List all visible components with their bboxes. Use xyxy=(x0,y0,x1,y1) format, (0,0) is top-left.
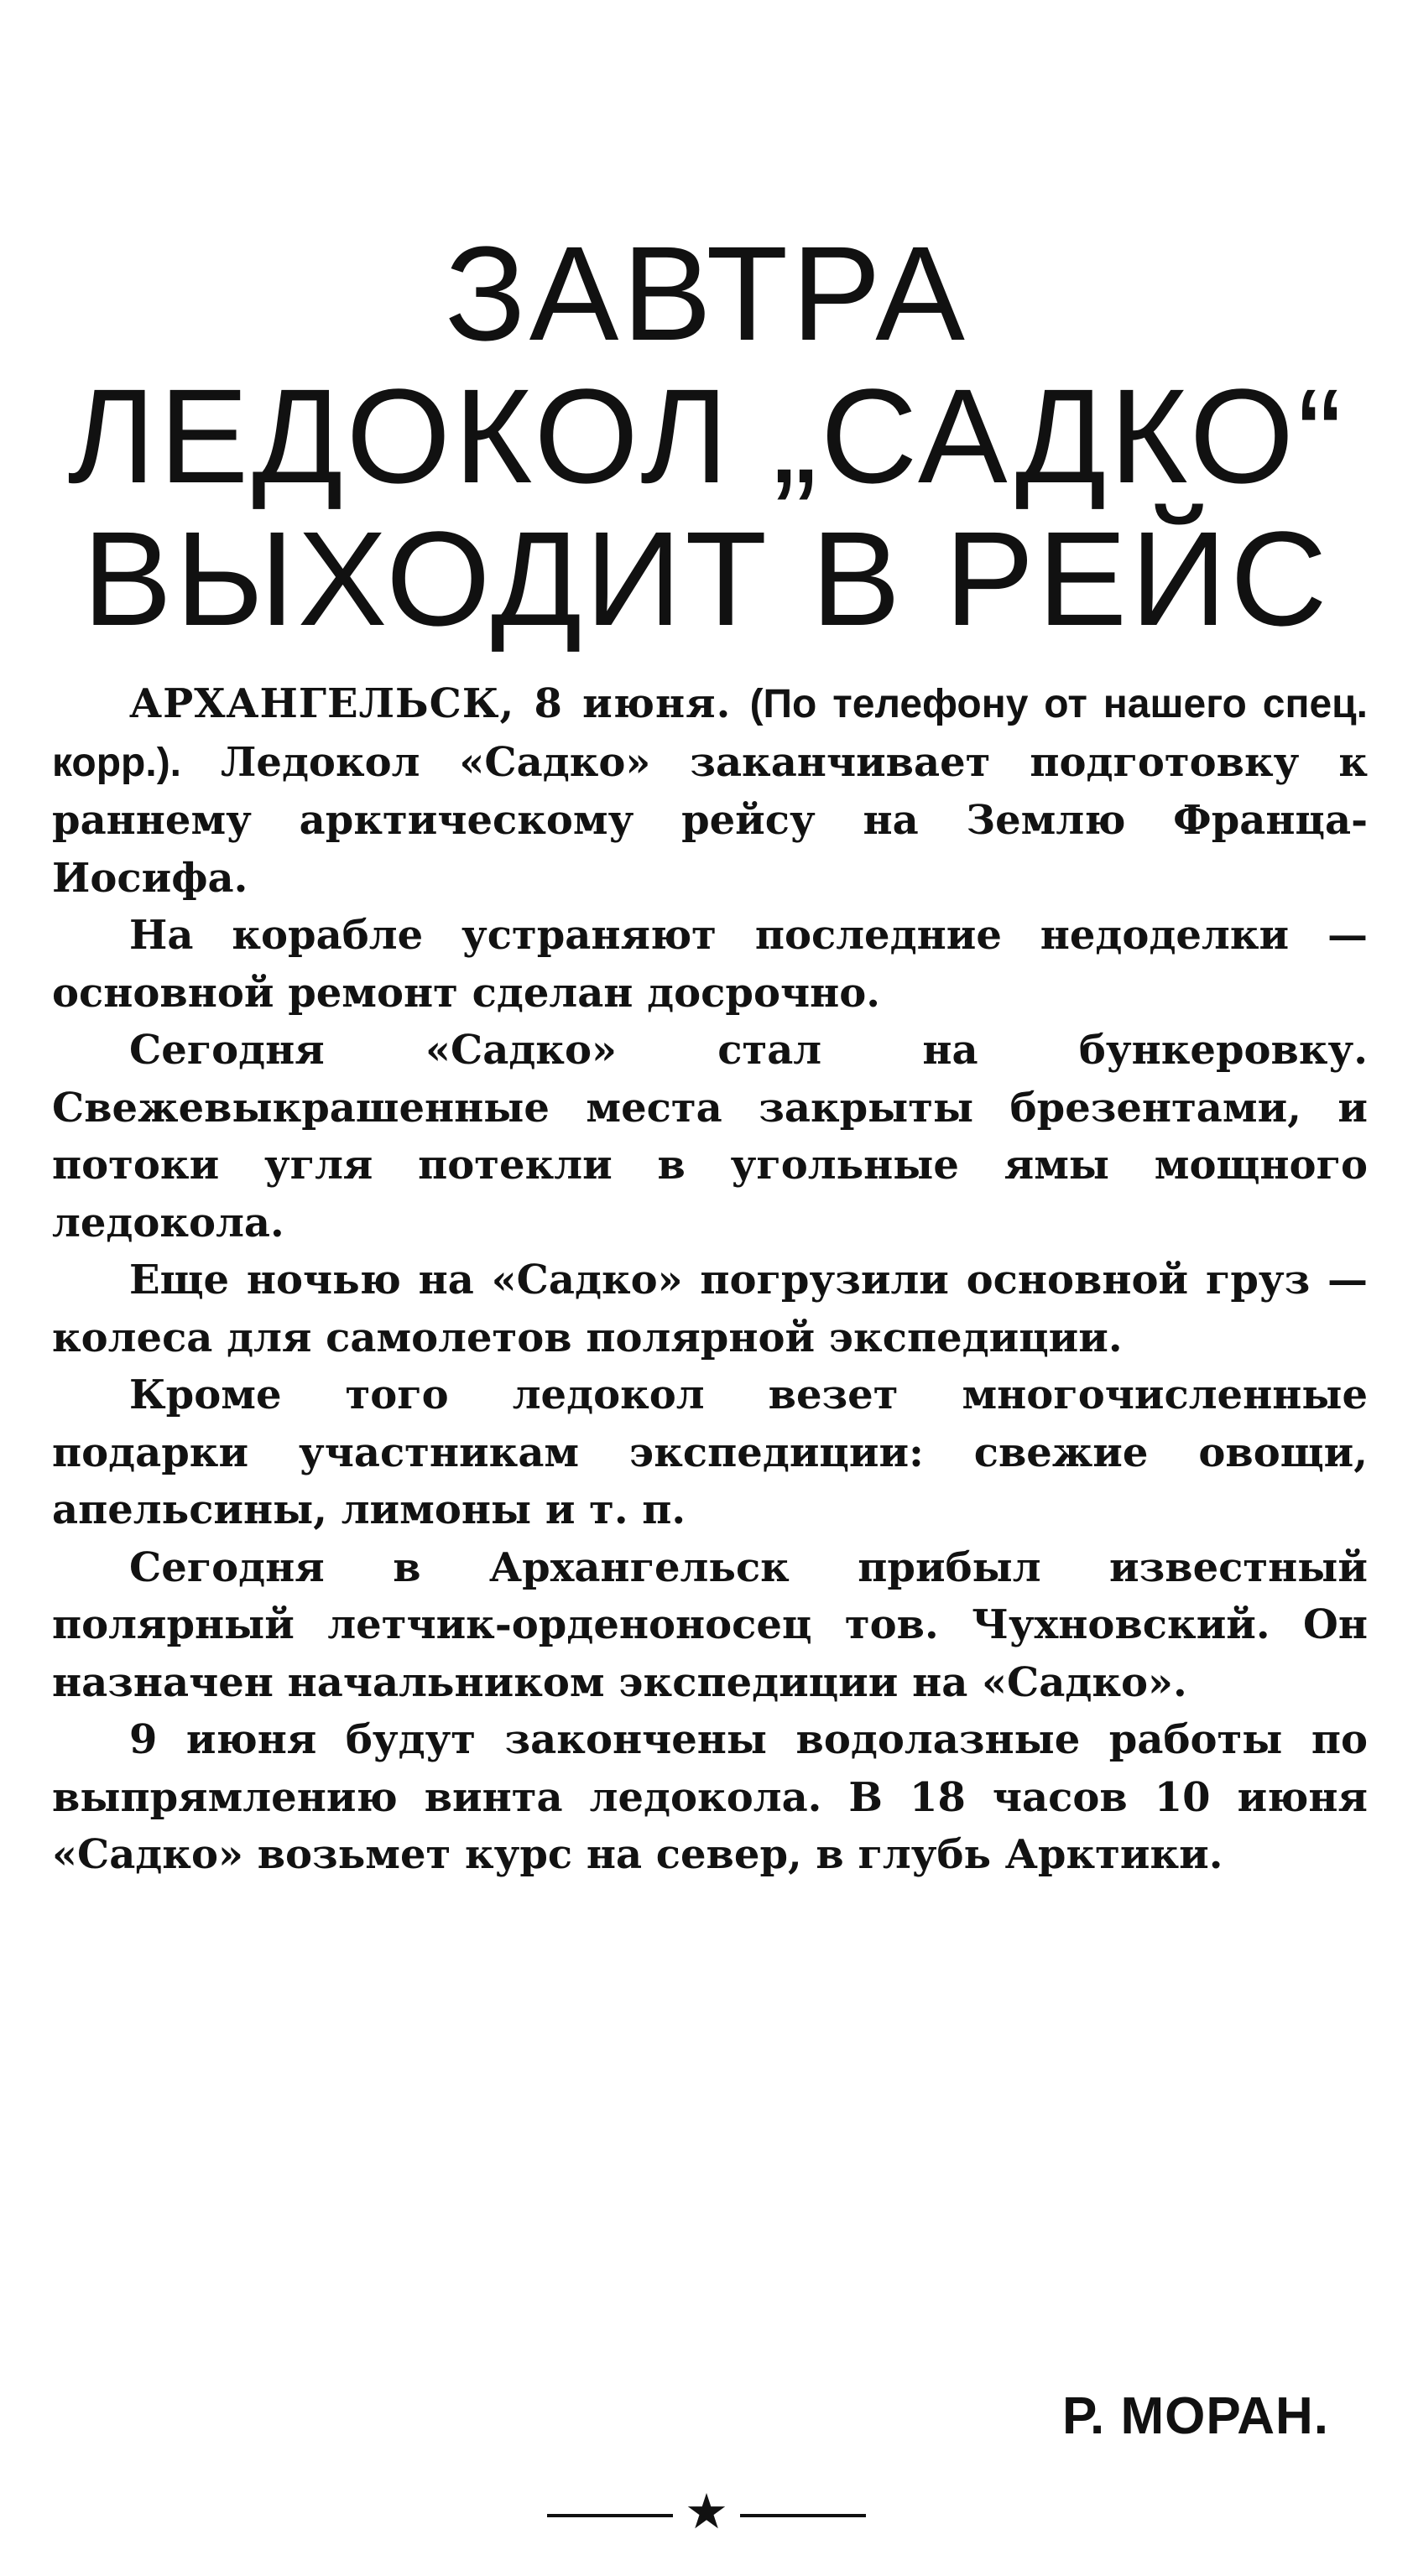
star-icon: ★ xyxy=(685,2483,728,2540)
article-paragraph-4: Еще ночью на «Садко» погрузили основной груз — колеса для самолетов полярной экспедиции. xyxy=(52,1257,1368,1361)
star-separator xyxy=(547,2483,866,2540)
headline-line-2: ЛЕДОКОЛ „САДКО“ xyxy=(67,361,1346,511)
article-paragraph-7: 9 июня будут закончены водолазные работы по выпрямлению винта ледокола. В 18 часов 10 июня «Садко» возьмет курс на север, в глубь Арктики. xyxy=(52,1716,1368,1878)
headline-line-1: ЗАВТРА xyxy=(445,218,968,368)
article-paragraph-1 xyxy=(52,675,1368,907)
article-paragraph-2: На корабле устраняют последние недоделки — основной ремонт сделан досрочно. xyxy=(52,912,1368,1017)
author-signature: Р. МОРАН. xyxy=(1061,2387,1329,2445)
paragraph-text: Ледокол «Садко» заканчивает подготовку к раннему арктическому рейсу на Землю Франца-Иосифа. xyxy=(52,738,1368,902)
separator-rule-right xyxy=(740,2514,866,2517)
dateline: АРХАНГЕЛЬСК, 8 июня. xyxy=(129,680,732,727)
correspondent-source: (По телефону от нашего спец. корр.). xyxy=(52,682,1368,785)
separator-rule-left xyxy=(547,2514,673,2517)
article-paragraph-3: Сегодня «Садко» стал на бункеровку. Свежевыкрашенные места закрыты брезентами, и потоки угля потекли в угольные ямы мощного ледокола. xyxy=(52,1027,1368,1246)
article-paragraph-5: Кроме того ледокол везет многочисленные подарки участникам экспедиции: свежие овощи, апельсины, лимоны и т. п. xyxy=(52,1371,1368,1533)
article-paragraph-6: Сегодня в Архангельск прибыл известный полярный летчик-орденоносец тов. Чухновский. Он назначен начальником экспедиции на «Садко». xyxy=(52,1543,1368,1706)
article-body xyxy=(52,675,1368,1884)
headline-line-3: ВЫХОДИТ В РЕЙС xyxy=(82,503,1331,653)
